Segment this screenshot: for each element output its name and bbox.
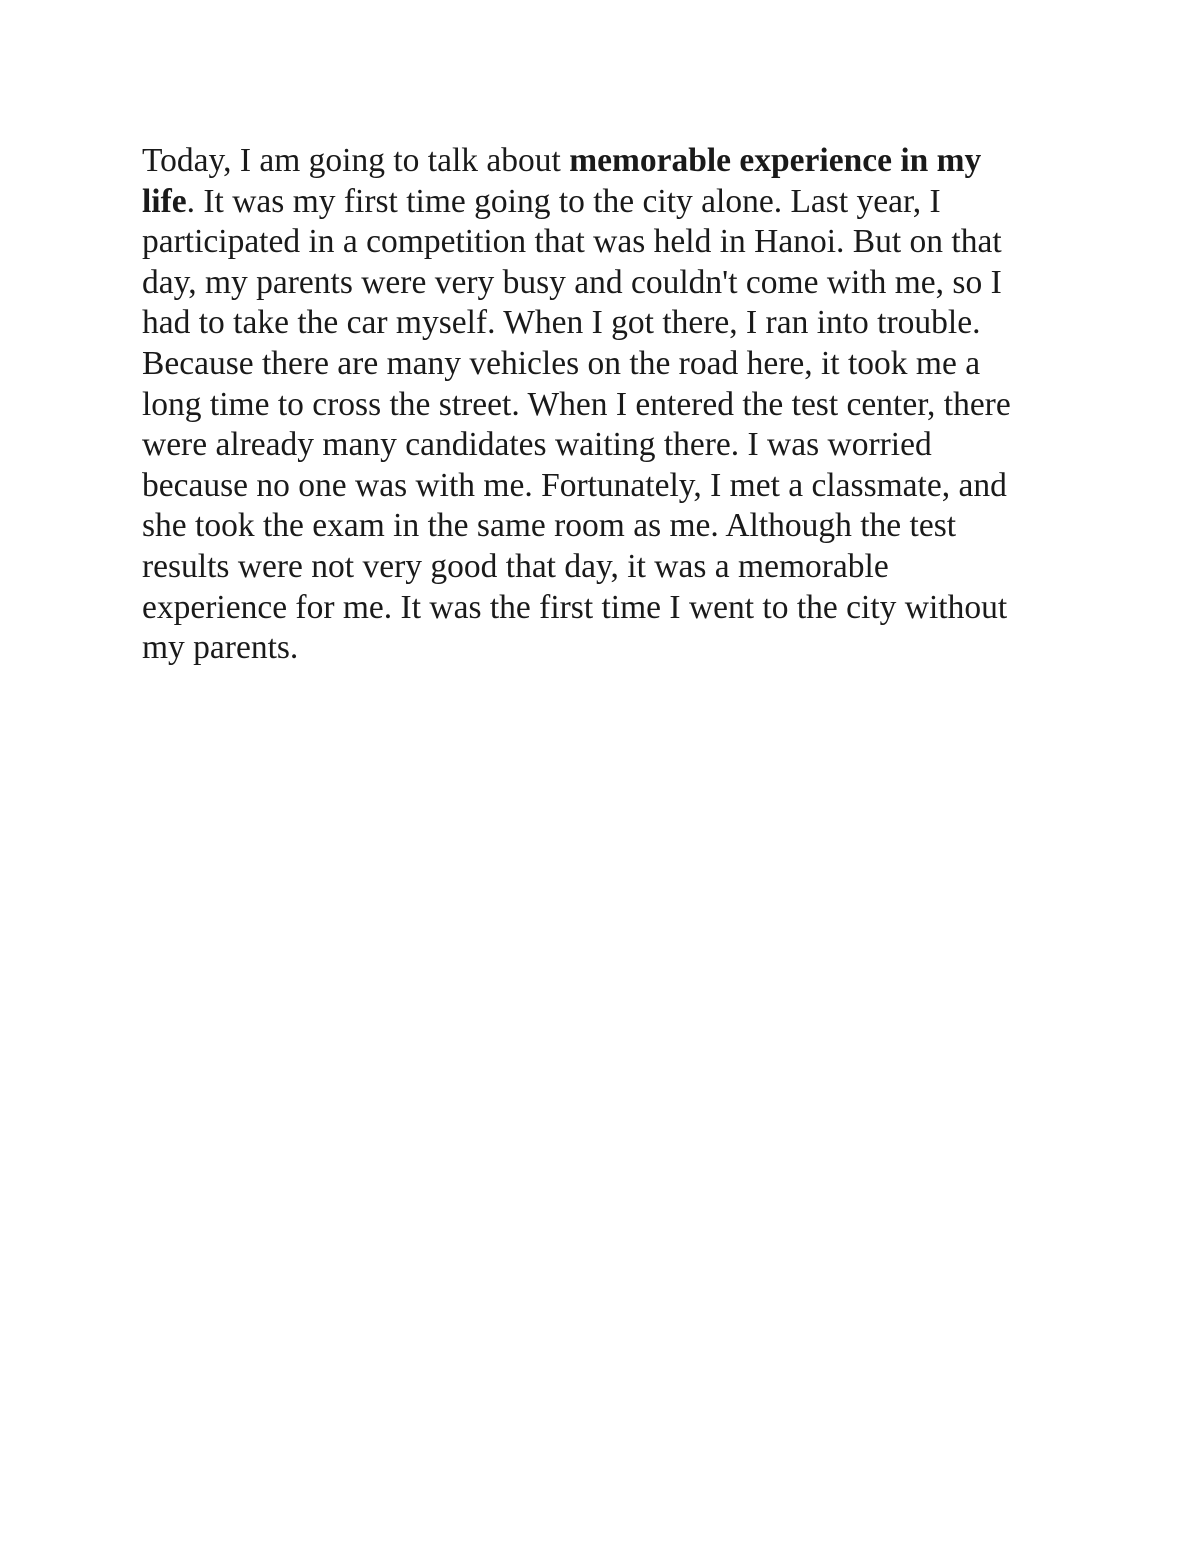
bold-topic-phrase-end: life — [142, 182, 187, 220]
body-text: . It was my first time going to the city alone. Last year, I — [186, 182, 941, 220]
text-line: Because there are many vehicles on the road here, it took me a — [142, 344, 981, 382]
text-line: she took the exam in the same room as me. Although the test — [142, 507, 957, 545]
text-line: long time to cross the street. When I entered the test center, there — [142, 385, 1011, 423]
text-line: day, my parents were very busy and couldn't come with me, so I — [142, 263, 1002, 301]
text-line: participated in a competition that was held in Hanoi. But on that — [142, 223, 1002, 261]
intro-text: Today, I am going to talk about — [142, 142, 570, 179]
essay-paragraph — [142, 141, 1070, 669]
text-line — [142, 182, 1070, 223]
text-line: were already many candidates waiting there. I was worried — [142, 426, 932, 464]
text-line: because no one was with me. Fortunately, I met a classmate, and — [142, 466, 1007, 504]
text-line: my parents. — [142, 629, 299, 667]
text-line — [142, 141, 1070, 182]
text-line: had to take the car myself. When I got there, I ran into trouble. — [142, 304, 981, 342]
text-line: experience for me. It was the first time I went to the city without — [142, 588, 1008, 626]
text-line: results were not very good that day, it was a memorable — [142, 547, 889, 585]
bold-topic-phrase: memorable experience in my — [569, 142, 982, 179]
